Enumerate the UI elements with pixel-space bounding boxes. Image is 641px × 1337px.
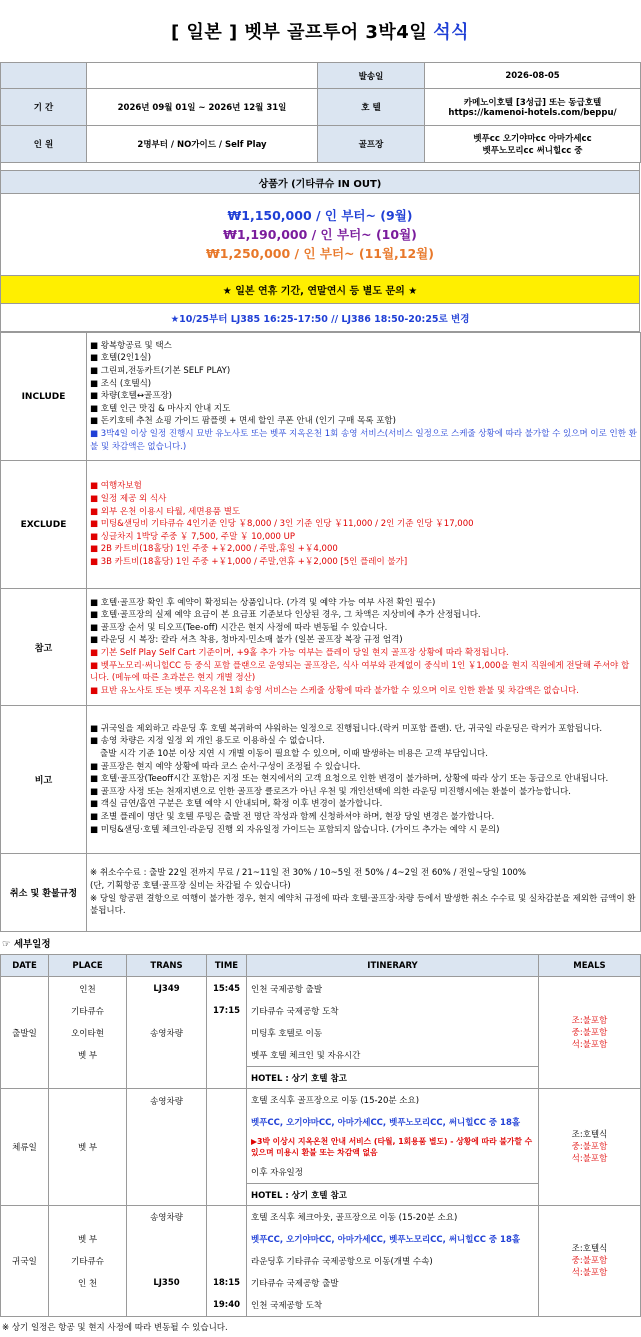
day3-trans-item: 송영차량 [150, 1213, 183, 1223]
day1-itinerary [247, 977, 539, 1089]
note-label: 비고 [1, 706, 87, 854]
day1-trans-item [127, 1000, 206, 1022]
day1-time [207, 1044, 246, 1066]
note-item: 출발 시각 기준 10분 이상 지연 시 개별 이동이 필요할 수 있으며, 이때 발생하는 비용은 고객 부담입니다. [100, 749, 488, 760]
exclude-item: ■ 2B 카트비(18홀당) 1인 주중 +￥2,000 / 주말,휴일 +￥4,000 [90, 543, 637, 556]
day3-times [207, 1206, 247, 1317]
people-value: 2명부터 / NO가이드 / Self Play [87, 126, 318, 163]
cancel-line: ※ 취소수수료 : 출발 22일 전까지 무료 / 21~11일 전 30% / 10~5일 전 50% / 4~2일 전 60% / 전일~당일 100% [90, 868, 526, 879]
col-time: TIME [207, 955, 247, 977]
day1-places [49, 977, 127, 1089]
day2-meal: 조:호텔식 [571, 1130, 608, 1140]
exclude-item: ■ 미팅&샌딩비 기타큐슈 4인기준 인당 ￥8,000 / 3인 기준 인당 ￥11,000 / 2인 기준 인당 ￥17,000 [90, 518, 637, 531]
hotel-link[interactable]: https://kamenoi-hotels.com/beppu/ [448, 108, 617, 118]
day3-date: 귀국일 [1, 1206, 49, 1317]
depart-label: 발송일 [318, 63, 425, 89]
include-service-note: ■ 3박4일 이상 일정 진행시 묘반 유노사토 또는 벳푸 지옥온천 1회 송영 서비스(서비스 일정으로 스케줄 상황에 따라 불가할 수 있으며 이로 인한 환불 및 차감액은 없습니다.) [90, 428, 637, 453]
exclude-item: ■ 일정 제공 외 식사 [90, 493, 637, 506]
day3-trans [127, 1206, 207, 1317]
golf-value-2: 벳푸노모리cc 써니힐cc 중 [482, 146, 583, 156]
golf-value [425, 126, 641, 163]
col-date: DATE [1, 955, 49, 977]
price-block [0, 194, 640, 276]
day3-trans-item: LJ350 [153, 1278, 180, 1288]
day1-itinerary-item: 기타큐슈 국제공항 도착 [251, 1007, 339, 1017]
holiday-notice: ★ 일본 연휴 기간, 연말연시 등 별도 문의 ★ [0, 276, 640, 304]
people-label: 인 원 [1, 126, 87, 163]
note-item: ■ 미팅&샌딩·호텔 체크인·라운딩 진행 외 자유일정 가이드는 포함되지 않습니다. (가이드 추가는 예약 시 문의) [90, 824, 637, 837]
cancel-line: ※ 당일 항공편 결항으로 여행이 불가한 경우, 현지 예약처 규정에 따라 호텔·골프장·차량 등에서 발생한 취소 수수료 및 실차감분을 제외한 금액이 환불됩니다. [90, 893, 636, 917]
include-item: ■ 그린피,전동카트(기본 SELF PLAY) [90, 365, 637, 378]
price-september: ₩1,150,000 / 인 부터~ (9월) [227, 208, 413, 223]
day1-place: 기타큐슈 [71, 1007, 104, 1017]
day2-onsen-note: ▶3박 이상시 지옥온천 안내 서비스 (타월, 1회용품 별도) - 상황에 따라 불가할 수 있으며 미용시 환불 또는 차감액 없음 [251, 1137, 533, 1157]
day1-meals [539, 977, 641, 1089]
cancel-line: (단, 기획항공 호텔·골프장 실비는 차감될 수 있습니다) [90, 880, 291, 891]
day1-itinerary-item: 인천 국제공항 출발 [251, 985, 323, 995]
include-item: ■ 차량(호텔↔골프장) [90, 390, 637, 403]
day3-time: 18:15 [212, 1278, 241, 1288]
day3-place: 인 천 [77, 1279, 98, 1289]
note-item: ■ 골프장은 현지 예약 상황에 따라 코스 순서·구성이 조정될 수 있습니다. [90, 761, 637, 774]
day1-date: 출발일 [1, 977, 49, 1089]
schedule-day-2 [1, 1089, 641, 1206]
day3-places [49, 1206, 127, 1317]
day3-itinerary-item: 기타큐슈 국제공항 출발 [251, 1279, 339, 1289]
day1-times [207, 977, 247, 1089]
day2-hotel: HOTEL : 상기 호텔 참고 [247, 1183, 538, 1205]
exclude-item: ■ 3B 카트비(18홀당) 1인 주중 +￥1,000 / 주말,연휴 +￥2,000 [5인 플레이 불가] [90, 556, 637, 569]
note-item: ■ 송영 차량은 지정 일정 외 개인 용도로 이용하실 수 없습니다. [90, 735, 637, 748]
schedule-day-3 [1, 1206, 641, 1317]
include-item: ■ 호텔 인근 맛집 & 마사지 안내 지도 [90, 403, 637, 416]
terms-table [0, 332, 641, 932]
note-item: ■ 조별 플레이 명단 및 호텔 루밍은 출발 전 명단 작성과 함께 신청하셔야 하며, 현장 당일 변경은 불가합니다. [90, 811, 637, 824]
schedule-table [0, 954, 641, 1317]
day1-meal: 석:불포함 [571, 1039, 608, 1050]
exclude-label: EXCLUDE [1, 461, 87, 589]
schedule-day-1 [1, 977, 641, 1089]
day3-itinerary-item: 인천 국제공항 도착 [251, 1301, 323, 1311]
price-nov-dec: ₩1,250,000 / 인 부터~ (11월,12월) [206, 246, 434, 261]
day3-time [207, 1250, 246, 1272]
day1-trans [127, 977, 207, 1089]
day3-trans-item [127, 1250, 206, 1272]
title-main: [ 일본 ] 벳부 골프투어 3박4일 [171, 22, 428, 43]
day1-trans-item [127, 1044, 206, 1066]
day3-meals [539, 1206, 641, 1317]
info-blank-value [87, 63, 318, 89]
day2-itinerary [247, 1089, 539, 1206]
cancel-policy [87, 854, 641, 932]
page-title [0, 0, 640, 62]
day2-itinerary-item: 이후 자유일정 [251, 1168, 303, 1178]
note-item: ■ 귀국일을 제외하고 라운딩 후 호텔 복귀하여 샤워하는 일정으로 진행됩니다.(락커 미포함 플랜). 단, 귀국일 라운딩은 락커가 포함됩니다. [90, 723, 637, 736]
include-item: ■ 호텔(2인1실) [90, 352, 637, 365]
day3-trans-item [127, 1294, 206, 1316]
include-label: INCLUDE [1, 333, 87, 461]
day1-trans-item: 송영차량 [150, 1029, 183, 1039]
col-meals: MEALS [539, 955, 641, 977]
reference-item: ■ 호텔·골프장의 실제 예약 요금이 본 요금표 기준보다 인상된 경우, 그 차액은 지상비에 추가 산정됩니다. [90, 609, 637, 622]
price-header: 상품가 (기타큐슈 IN OUT) [0, 170, 640, 194]
day3-meal: 석:불포함 [571, 1268, 608, 1278]
day2-golf-courses: 벳푸CC, 오기야마CC, 아마가세CC, 벳푸노모리CC, 써니힐CC 중 18홀 [251, 1118, 521, 1128]
day2-date: 체류일 [1, 1089, 49, 1206]
include-item: ■ 조식 (호텔식) [90, 378, 637, 391]
exclude-list [87, 461, 641, 589]
day3-place [49, 1206, 126, 1228]
day3-itinerary-item: 호텔 조식후 체크아웃, 골프장으로 이동 (15-20분 소요) [251, 1213, 458, 1223]
period-label: 기 간 [1, 89, 87, 126]
reference-label: 참고 [1, 589, 87, 706]
day3-place: 벳 부 [77, 1235, 98, 1245]
col-itinerary: ITINERARY [247, 955, 539, 977]
hotel-value [425, 89, 641, 126]
price-october: ₩1,190,000 / 인 부터~ (10월) [223, 227, 417, 242]
schedule-footer-note: ※ 상기 일정은 항공 및 현지 사정에 따라 변동될 수 있습니다. [2, 1323, 228, 1333]
day3-itinerary [247, 1206, 539, 1317]
day1-time [207, 1022, 246, 1044]
day3-time [207, 1228, 246, 1250]
title-accent: 석식 [433, 22, 469, 43]
reference-list [87, 589, 641, 706]
reference-red-item: ■ 묘반 유노사토 또는 벳푸 지옥온천 1회 송영 서비스는 스케줄 상황에 따라 불가할 수 있으며 이로 인한 환불 및 차감액은 없습니다. [90, 685, 637, 698]
cancel-label: 취소 및 환불규정 [1, 854, 87, 932]
day2-meal: 석:불포함 [571, 1154, 608, 1164]
day1-time: 17:15 [212, 1006, 241, 1016]
day3-place: 기타큐슈 [71, 1257, 104, 1267]
day1-time: 15:45 [212, 984, 241, 994]
col-trans: TRANS [127, 955, 207, 977]
golf-value-1: 벳푸cc 오기야마cc 아마가세cc [473, 134, 592, 144]
info-blank [1, 63, 87, 89]
reference-item: ■ 라운딩 시 복장: 칼라 셔츠 착용, 청바지·민소매 불가 (일본 골프장 복장 규정 엄격) [90, 634, 637, 647]
day1-meal: 중:불포함 [571, 1027, 608, 1038]
day2-meals [539, 1089, 641, 1206]
reference-red-item: ■ 기본 Self Play Self Cart 기준이며, +9홀 추가 가능 여부는 플레이 당일 현지 골프장 상황에 따라 확정됩니다. [90, 647, 637, 660]
include-item: ■ 돈키호테 추천 쇼핑 가이드 팜플렛 + 면세 할인 쿠폰 안내 (인기 구매 목록 포함) [90, 415, 637, 428]
day3-meal: 조:호텔식 [571, 1244, 608, 1254]
schedule-title: ☞ 세부일정 [2, 939, 51, 950]
day3-place [49, 1294, 126, 1316]
day3-itinerary-item: 라운딩후 기타큐슈 국제공항으로 이동(개별 수속) [251, 1257, 433, 1267]
depart-value: 2026-08-05 [425, 63, 641, 89]
include-list [87, 333, 641, 461]
note-item: ■ 호텔·골프장(Teeoff시간 포함)은 지정 또는 현지에서의 고객 요청으로 인한 변경이 불가하며, 상황에 따라 상기 또는 동급으로 안내됩니다. [90, 773, 637, 786]
period-value: 2026년 09월 01일 ~ 2026년 12월 31일 [87, 89, 318, 126]
day3-meal: 중:불포함 [571, 1256, 608, 1266]
day3-time [207, 1206, 246, 1228]
day2-itinerary-item: 호텔 조식후 골프장으로 이동 (15-20분 소요) [251, 1096, 420, 1106]
day1-place: 인천 [79, 985, 96, 995]
note-item: ■ 객실 금연/흡연 구분은 호텔 예약 시 안내되며, 확정 이후 변경이 불가합니다. [90, 798, 637, 811]
reference-red-item: ■ 벳푸노모리·써니힐CC 등 중식 포함 플랜으로 운영되는 골프장은, 식사 여부와 관계없이 중식비 1인 ￥1,000을 현지 직원에게 전달해 주셔야 합니다. (메뉴에 따른 초과분은 현지 개별 정산) [90, 660, 637, 685]
day2-place: 벳 부 [49, 1089, 127, 1206]
reference-item: ■ 호텔·골프장 확인 후 예약이 확정되는 상품입니다. (가격 및 예약 가능 여부 사전 확인 필수) [90, 597, 637, 610]
day1-trans-item: LJ349 [153, 984, 180, 994]
note-item: ■ 골프장 사정 또는 천재지변으로 인한 골프장 클로즈가 아닌 우천 및 개인선택에 의한 라운딩 미진행시에는 환불이 불가능합니다. [90, 786, 637, 799]
day1-place: 벳 부 [77, 1051, 98, 1061]
day1-hotel: HOTEL : 상기 호텔 참고 [247, 1066, 538, 1088]
day1-itinerary-item: 미팅후 호텔로 이동 [251, 1029, 323, 1039]
flight-change-notice: ★10/25부터 LJ385 16:25-17:50 // LJ386 18:50-20:25로 변경 [0, 304, 640, 332]
exclude-item: ■ 싱글차지 1박당 주중 ￥ 7,500, 주말 ￥ 10,000 UP [90, 531, 637, 544]
day3-time: 19:40 [212, 1300, 241, 1310]
info-table [0, 62, 641, 163]
col-place: PLACE [49, 955, 127, 977]
day1-meal: 조:불포함 [571, 1015, 608, 1026]
day3-golf-courses: 벳푸CC, 오기야마CC, 아마가세CC, 벳푸노모리CC, 써니힐CC 중 18홀 [251, 1235, 521, 1245]
hotel-name: 카메노이호텔 [3성급] 또는 동급호텔 [463, 98, 602, 108]
include-item: ■ 왕복항공료 및 택스 [90, 340, 637, 353]
day1-place: 오이타현 [71, 1029, 104, 1039]
exclude-item: ■ 외부 온천 이용시 타월, 세면용품 별도 [90, 506, 637, 519]
day2-trans: 송영차량 [127, 1089, 207, 1206]
day3-trans-item [127, 1228, 206, 1250]
golf-label: 골프장 [318, 126, 425, 163]
exclude-item: ■ 여행자보험 [90, 480, 637, 493]
note-list [87, 706, 641, 854]
reference-item: ■ 골프장 순서 및 티오프(Tee-off) 시간은 현지 사정에 따라 변동될 수 있습니다. [90, 622, 637, 635]
day1-itinerary-item: 벳푸 호텔 체크인 및 자유시간 [251, 1051, 361, 1061]
day2-times [207, 1089, 247, 1206]
day2-meal: 중:불포함 [571, 1142, 608, 1152]
hotel-label: 호 텔 [318, 89, 425, 126]
